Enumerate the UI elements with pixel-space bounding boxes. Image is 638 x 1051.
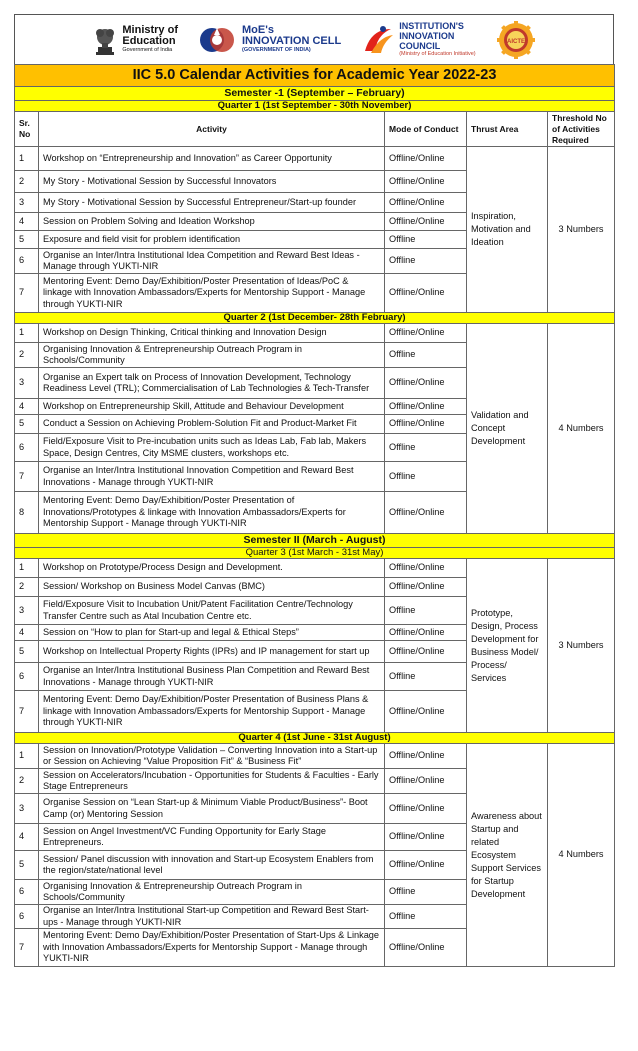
moe-cell-line3: (GOVERNMENT OF INDIA) [242, 47, 311, 53]
activity-cell: Session on Accelerators/Incubation - Opportunities for Students & Faculties - Early Stage Entrepreneurs [39, 769, 385, 794]
activity-cell: Workshop on Intellectual Property Rights (IPRs) and IP management for start up [39, 641, 385, 663]
activity-cell: Organise an Inter/Intra Institutional Idea Competition and Reward Best Ideas - Manage through YUKTI-NIR [39, 249, 385, 274]
thrust-area-cell: Validation and Concept Development [467, 324, 548, 534]
sr-number-cell: 6 [15, 880, 39, 905]
activity-cell: Session on Angel Investment/VC Funding Opportunity for Early Stage Entrepreneurs. [39, 824, 385, 851]
mode-cell: Offline/Online [385, 824, 467, 851]
quarter-row [15, 548, 615, 559]
mode-cell: Offline/Online [385, 415, 467, 434]
activity-cell: Session on Innovation/Prototype Validation – Converting Innovation into a Start-up or Session on Achieving “Value Proposition Fit” & “Business Fit” [39, 744, 385, 769]
activity-cell: Organise Session on “Lean Start-up & Minimum Viable Product/Business”- Boot Camp (or) Mentoring Session [39, 794, 385, 824]
quarter-label: Quarter 1 (1st September - 30th November) [15, 101, 615, 112]
aicte-gear-icon [496, 20, 536, 60]
sr-number-cell: 5 [15, 851, 39, 880]
activity-cell: My Story - Motivational Session by Successful Entrepreneur/Start-up founder [39, 193, 385, 213]
thrust-area-cell: Awareness about Startup and related Ecosystem Support Services for Startup Development [467, 744, 548, 967]
sr-number-cell: 5 [15, 641, 39, 663]
mode-cell: Offline/Online [385, 578, 467, 597]
moe-cell-line1: MoE's [242, 24, 274, 36]
sr-number-cell: 6 [15, 249, 39, 274]
activity-cell: Organising Innovation & Entrepreneurship Outreach Program in Schools/Community [39, 880, 385, 905]
mode-cell: Offline/Online [385, 625, 467, 641]
page-title: IIC 5.0 Calendar Activities for Academic Year 2022-23 [15, 65, 615, 87]
activity-cell: My Story - Motivational Session by Successful Innovators [39, 171, 385, 193]
sr-number-cell: 1 [15, 324, 39, 343]
sr-number-cell: 8 [15, 492, 39, 534]
column-header-row [15, 112, 615, 147]
mode-cell: Offline/Online [385, 769, 467, 794]
mode-cell: Offline/Online [385, 641, 467, 663]
ministry-line2: Education [122, 35, 176, 47]
activity-cell: Session/ Workshop on Business Model Canvas (BMC) [39, 578, 385, 597]
quarter-label: Quarter 3 (1st March - 31st May) [15, 548, 615, 559]
ministry-line3: Government of India [122, 47, 173, 53]
activity-cell: Field/Exposure Visit to Pre-incubation units such as Ideas Lab, Fab lab, Makers Space, Design Centres, City MSME clusters, workshops etc. [39, 434, 385, 462]
activity-cell: Organise an Inter/Intra Institutional Business Plan Competition and Reward Best Innovations - Manage through YUKTI-NIR [39, 663, 385, 691]
mode-cell: Offline/Online [385, 171, 467, 193]
col-header-threshold: Threshold No of Activities Required [548, 112, 615, 147]
activity-cell: Organising Innovation & Entrepreneurship Outreach Program in Schools/Community [39, 343, 385, 368]
calendar-document [14, 14, 614, 967]
mode-cell: Offline/Online [385, 929, 467, 967]
sr-number-cell: 7 [15, 691, 39, 733]
col-header-mode: Mode of Conduct [385, 112, 467, 147]
logo-banner [14, 14, 614, 64]
activity-cell: Session on “How to plan for Start-up and legal & Ethical Steps” [39, 625, 385, 641]
moe-cell-line2: INNOVATION CELL [242, 35, 342, 47]
table-row [15, 744, 615, 769]
col-header-activity: Activity [39, 112, 385, 147]
moe-innovation-cell-logo [198, 23, 341, 57]
col-header-thrust: Thrust Area [467, 112, 548, 147]
mode-cell: Offline/Online [385, 492, 467, 534]
quarter-label: Quarter 2 (1st December- 28th February) [15, 313, 615, 324]
sr-number-cell: 5 [15, 231, 39, 249]
activity-cell: Organise an Inter/Intra Institutional Start-up Competition and Reward Best Start-ups - Manage through YUKTI-NIR [39, 905, 385, 929]
activity-cell: Workshop on Design Thinking, Critical thinking and Innovation Design [39, 324, 385, 343]
sr-number-cell: 7 [15, 929, 39, 967]
mode-cell: Offline [385, 462, 467, 492]
ministry-line1: Ministry of [122, 24, 178, 36]
semester-row [15, 534, 615, 548]
thrust-area-cell: Inspiration, Motivation and Ideation [467, 147, 548, 313]
mode-cell: Offline/Online [385, 851, 467, 880]
sr-number-cell: 2 [15, 769, 39, 794]
mode-cell: Offline/Online [385, 147, 467, 171]
quarter-row [15, 101, 615, 112]
sr-number-cell: 6 [15, 905, 39, 929]
activities-table [14, 64, 615, 967]
activity-cell: Mentoring Event: Demo Day/Exhibition/Poster Presentation of Start-Ups & Linkage with Innovation Ambassadors/Experts for Mentorship Support - Manage through YUKTI-NIR [39, 929, 385, 967]
table-row [15, 324, 615, 343]
mode-cell: Offline [385, 249, 467, 274]
iic-line4: (Ministry of Education Initiative) [399, 51, 476, 57]
activity-cell: Exposure and field visit for problem identification [39, 231, 385, 249]
semester-row [15, 87, 615, 101]
threshold-cell: 3 Numbers [548, 147, 615, 313]
sr-number-cell: 1 [15, 559, 39, 578]
innovation-cell-icon [198, 23, 238, 57]
mode-cell: Offline [385, 434, 467, 462]
threshold-cell: 4 Numbers [548, 744, 615, 967]
mode-cell: Offline [385, 905, 467, 929]
mode-cell: Offline [385, 663, 467, 691]
semester-label: Semester -1 (September – February) [15, 87, 615, 101]
quarter-row [15, 733, 615, 744]
sr-number-cell: 3 [15, 794, 39, 824]
table-row [15, 559, 615, 578]
thrust-area-cell: Prototype, Design, Process Development for Business Model/ Process/ Services [467, 559, 548, 733]
mode-cell: Offline/Online [385, 399, 467, 415]
activity-cell: Conduct a Session on Achieving Problem-Solution Fit and Product-Market Fit [39, 415, 385, 434]
table-row [15, 147, 615, 171]
mode-cell: Offline/Online [385, 274, 467, 313]
mode-cell: Offline [385, 231, 467, 249]
title-row [15, 65, 615, 87]
national-emblem-icon [92, 23, 118, 57]
sr-number-cell: 3 [15, 368, 39, 399]
mode-cell: Offline/Online [385, 691, 467, 733]
sr-number-cell: 4 [15, 213, 39, 231]
sr-number-cell: 7 [15, 462, 39, 492]
iic-swoosh-icon [361, 23, 395, 57]
sr-number-cell: 2 [15, 343, 39, 368]
activity-cell: Organise an Inter/Intra Institutional Innovation Competition and Reward Best Innovations - Manage through YUKTI-NIR [39, 462, 385, 492]
ministry-of-education-logo [92, 23, 178, 57]
activity-cell: Workshop on Prototype/Process Design and Development. [39, 559, 385, 578]
sr-number-cell: 4 [15, 824, 39, 851]
mode-cell: Offline/Online [385, 368, 467, 399]
svg-text:AICTE: AICTE [506, 38, 525, 45]
iic-line3: COUNCIL [399, 41, 441, 51]
iic-line2: INNOVATION [399, 31, 455, 41]
activity-cell: Mentoring Event: Demo Day/Exhibition/Poster Presentation of Innovations/Prototypes & linkage with Innovation Ambassadors/Experts for Mentorship Support - Manage through YUKTI-NIR [39, 492, 385, 534]
sr-number-cell: 1 [15, 147, 39, 171]
activity-cell: Workshop on “Entrepreneurship and Innovation” as Career Opportunity [39, 147, 385, 171]
sr-number-cell: 7 [15, 274, 39, 313]
sr-number-cell: 3 [15, 597, 39, 625]
quarter-label: Quarter 4 (1st June - 31st August) [15, 733, 615, 744]
activity-cell: Mentoring Event: Demo Day/Exhibition/Poster Presentation of Ideas/PoC & linkage with Innovation Ambassadors/Experts for Mentorship Support - Manage through YUKTI-NIR [39, 274, 385, 313]
iic-line1: INSTITUTION'S [399, 21, 464, 31]
mode-cell: Offline/Online [385, 213, 467, 231]
activity-cell: Organise an Expert talk on Process of Innovation Development, Technology Readiness Level (TRL); Commercialisation of Lab Technologies & Tech-Transfer [39, 368, 385, 399]
sr-number-cell: 4 [15, 399, 39, 415]
threshold-cell: 4 Numbers [548, 324, 615, 534]
mode-cell: Offline/Online [385, 324, 467, 343]
quarter-row [15, 313, 615, 324]
activity-cell: Mentoring Event: Demo Day/Exhibition/Poster Presentation of Business Plans & linkage with Innovation Ambassadors/Experts for Mentorship Support - Manage through YUKTI-NIR [39, 691, 385, 733]
sr-number-cell: 2 [15, 578, 39, 597]
iic-logo [361, 21, 475, 58]
mode-cell: Offline [385, 343, 467, 368]
mode-cell: Offline [385, 880, 467, 905]
mode-cell: Offline/Online [385, 193, 467, 213]
sr-number-cell: 5 [15, 415, 39, 434]
col-header-sr: Sr. No [15, 112, 39, 147]
aicte-logo [496, 20, 536, 60]
sr-number-cell: 6 [15, 434, 39, 462]
activity-cell: Workshop on Entrepreneurship Skill, Attitude and Behaviour Development [39, 399, 385, 415]
activity-cell: Session/ Panel discussion with innovation and Start-up Ecosystem Enablers from the region/state/national level [39, 851, 385, 880]
mode-cell: Offline/Online [385, 794, 467, 824]
semester-label: Semester II (March - August) [15, 534, 615, 548]
activity-cell: Session on Problem Solving and Ideation Workshop [39, 213, 385, 231]
sr-number-cell: 4 [15, 625, 39, 641]
mode-cell: Offline [385, 597, 467, 625]
sr-number-cell: 1 [15, 744, 39, 769]
sr-number-cell: 3 [15, 193, 39, 213]
threshold-cell: 3 Numbers [548, 559, 615, 733]
mode-cell: Offline/Online [385, 559, 467, 578]
sr-number-cell: 2 [15, 171, 39, 193]
sr-number-cell: 6 [15, 663, 39, 691]
mode-cell: Offline/Online [385, 744, 467, 769]
activity-cell: Field/Exposure Visit to Incubation Unit/Patent Facilitation Centre/Technology Transfer Centre such as Atal Incubation Centre etc. [39, 597, 385, 625]
